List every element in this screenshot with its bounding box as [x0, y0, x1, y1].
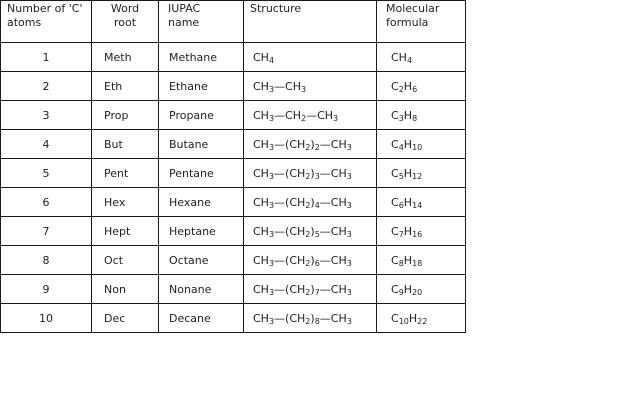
formula-subscript: 3 — [346, 316, 352, 326]
table-row — [1, 72, 466, 101]
structure-cell — [244, 159, 377, 188]
formula-part: H — [403, 108, 413, 122]
formula-part: CH — [253, 282, 269, 296]
table-row — [1, 188, 466, 217]
formula-subscript: 3 — [268, 316, 275, 326]
formula-part: H — [403, 282, 413, 296]
header-word-root-text: Word root — [110, 2, 140, 29]
formula-part: —CH — [319, 195, 347, 209]
molecular-formula-cell — [377, 43, 466, 72]
formula-part: CH — [253, 253, 269, 267]
carbon-count-cell: 10 — [1, 304, 92, 333]
header-structure-text: Structure — [250, 2, 302, 15]
formula-subscript: 8 — [314, 316, 320, 326]
formula-part: CH — [253, 108, 269, 122]
formula-subscript: 6 — [412, 84, 418, 94]
formula-subscript: 8 — [398, 258, 404, 268]
structure-cell — [244, 188, 377, 217]
formula-subscript: 3 — [314, 171, 320, 181]
molecular-formula-cell — [377, 101, 466, 130]
formula-part: CH — [253, 224, 269, 238]
iupac-name-cell: Octane — [159, 246, 244, 275]
formula-part: C — [391, 108, 399, 122]
structure-cell — [244, 304, 377, 333]
word-root-cell: Pent — [92, 159, 159, 188]
formula-part: CH — [253, 50, 269, 64]
formula-part: CH — [317, 108, 334, 122]
formula-part: C — [391, 137, 399, 151]
word-root-cell: Non — [92, 275, 159, 304]
formula-part: CH — [285, 108, 301, 122]
molecular-formula-cell — [377, 159, 466, 188]
table-row — [1, 217, 466, 246]
formula-subscript: 6 — [398, 200, 404, 210]
formula-part: —(CH — [274, 137, 306, 151]
formula-subscript: 2 — [314, 142, 320, 152]
formula-part: C — [391, 253, 399, 267]
formula-part: C — [391, 282, 399, 296]
formula-part: ) — [310, 195, 315, 209]
formula-subscript: 2 — [305, 316, 311, 326]
header-structure — [244, 1, 377, 43]
formula-subscript: 3 — [268, 287, 275, 297]
formula-part: C — [391, 79, 399, 93]
formula-subscript: 2 — [305, 171, 311, 181]
formula-part: —(CH — [274, 224, 306, 238]
table-row — [1, 159, 466, 188]
formula-subscript: 14 — [412, 200, 423, 210]
formula-subscript: 5 — [398, 171, 404, 181]
word-root-cell: Meth — [92, 43, 159, 72]
formula-part: —(CH — [274, 253, 306, 267]
iupac-name-cell: Ethane — [159, 72, 244, 101]
formula-part: CH — [285, 79, 301, 93]
formula-subscript: 7 — [314, 287, 320, 297]
formula-part: —(CH — [274, 282, 306, 296]
formula-part: C — [391, 166, 399, 180]
formula-part: —(CH — [274, 195, 306, 209]
word-root-cell: Dec — [92, 304, 159, 333]
formula-part: H — [403, 224, 413, 238]
formula-part: H — [403, 253, 413, 267]
carbon-count-cell: 8 — [1, 246, 92, 275]
formula-subscript: 2 — [305, 229, 311, 239]
formula-part: ) — [310, 282, 315, 296]
header-row — [1, 1, 466, 43]
formula-subscript: 8 — [412, 113, 418, 123]
formula-part: C — [391, 195, 399, 209]
word-root-cell: But — [92, 130, 159, 159]
formula-part: —CH — [319, 282, 347, 296]
formula-part: H — [403, 166, 413, 180]
structure-cell — [244, 130, 377, 159]
formula-part: —(CH — [274, 311, 306, 325]
formula-subscript: 6 — [314, 258, 320, 268]
formula-subscript: 3 — [268, 113, 275, 123]
formula-part: —CH — [319, 224, 347, 238]
formula-subscript: 4 — [406, 55, 413, 65]
molecular-formula-cell — [377, 72, 466, 101]
iupac-name-cell: Decane — [159, 304, 244, 333]
header-iupac-name — [159, 1, 244, 43]
formula-part: —CH — [319, 253, 347, 267]
iupac-name-cell: Methane — [159, 43, 244, 72]
iupac-name-cell: Pentane — [159, 159, 244, 188]
formula-subscript: 3 — [268, 171, 275, 181]
table-row — [1, 246, 466, 275]
formula-subscript: 2 — [305, 258, 311, 268]
formula-subscript: 16 — [412, 229, 423, 239]
word-root-cell: Hex — [92, 188, 159, 217]
formula-subscript: 4 — [268, 55, 275, 65]
formula-part: C — [391, 224, 399, 238]
formula-subscript: 3 — [268, 229, 275, 239]
molecular-formula-cell — [377, 130, 466, 159]
header-word-root — [92, 1, 159, 43]
formula-part: —CH — [319, 137, 347, 151]
carbon-count-cell: 1 — [1, 43, 92, 72]
structure-cell — [244, 43, 377, 72]
formula-subscript: 10 — [398, 316, 409, 326]
formula-subscript: 2 — [398, 84, 404, 94]
word-root-cell: Prop — [92, 101, 159, 130]
formula-part: — — [274, 108, 286, 122]
carbon-count-cell: 2 — [1, 72, 92, 101]
table-row — [1, 101, 466, 130]
structure-cell — [244, 275, 377, 304]
table-row — [1, 130, 466, 159]
formula-subscript: 10 — [412, 142, 423, 152]
carbon-count-cell: 9 — [1, 275, 92, 304]
formula-subscript: 20 — [412, 287, 423, 297]
structure-cell — [244, 246, 377, 275]
molecular-formula-cell — [377, 275, 466, 304]
formula-part: ) — [310, 166, 315, 180]
formula-subscript: 3 — [398, 113, 404, 123]
carbon-count-cell: 4 — [1, 130, 92, 159]
header-carbon-atoms — [1, 1, 92, 43]
formula-subscript: 3 — [268, 142, 275, 152]
formula-subscript: 3 — [333, 113, 339, 123]
header-molecular-formula — [377, 1, 466, 43]
formula-part: — — [274, 79, 286, 93]
formula-subscript: 3 — [346, 200, 352, 210]
word-root-cell: Oct — [92, 246, 159, 275]
formula-part: —CH — [319, 166, 347, 180]
structure-cell — [244, 217, 377, 246]
formula-subscript: 3 — [268, 200, 275, 210]
formula-part: ) — [310, 224, 315, 238]
header-iupac-name-text: IUPAC name — [168, 2, 201, 29]
formula-part: CH — [253, 137, 269, 151]
formula-subscript: 3 — [268, 84, 275, 94]
structure-cell — [244, 72, 377, 101]
formula-part: H — [403, 195, 413, 209]
formula-subscript: 2 — [305, 142, 311, 152]
header-carbon-atoms-text: Number of 'C' atoms — [7, 2, 83, 29]
formula-part: H — [403, 79, 413, 93]
formula-subscript: 2 — [301, 113, 307, 123]
formula-part: —(CH — [274, 166, 306, 180]
formula-part: CH — [253, 195, 269, 209]
formula-part: CH — [391, 50, 407, 64]
carbon-count-cell: 7 — [1, 217, 92, 246]
formula-subscript: 3 — [346, 229, 352, 239]
formula-subscript: 5 — [314, 229, 320, 239]
carbon-count-cell: 3 — [1, 101, 92, 130]
molecular-formula-cell — [377, 217, 466, 246]
carbon-count-cell: 6 — [1, 188, 92, 217]
iupac-name-cell: Nonane — [159, 275, 244, 304]
formula-part: H — [403, 137, 413, 151]
iupac-name-cell: Butane — [159, 130, 244, 159]
formula-part: ) — [310, 311, 315, 325]
formula-part: — — [306, 108, 318, 122]
iupac-name-cell: Heptane — [159, 217, 244, 246]
formula-subscript: 3 — [346, 171, 352, 181]
formula-subscript: 4 — [314, 200, 320, 210]
formula-part: H — [408, 311, 418, 325]
formula-subscript: 18 — [412, 258, 423, 268]
formula-part: ) — [310, 137, 315, 151]
formula-subscript: 22 — [417, 316, 428, 326]
table-row — [1, 275, 466, 304]
formula-subscript: 12 — [412, 171, 423, 181]
formula-subscript: 3 — [346, 258, 352, 268]
formula-part: —CH — [319, 311, 347, 325]
formula-part: CH — [253, 79, 269, 93]
header-molecular-formula-text: Molecular formula — [386, 2, 440, 29]
word-root-cell: Eth — [92, 72, 159, 101]
formula-subscript: 3 — [346, 142, 352, 152]
formula-subscript: 4 — [398, 142, 404, 152]
table-row — [1, 304, 466, 333]
molecular-formula-cell — [377, 246, 466, 275]
formula-subscript: 3 — [268, 258, 275, 268]
formula-subscript: 2 — [305, 287, 311, 297]
formula-part: CH — [253, 311, 269, 325]
formula-subscript: 9 — [398, 287, 404, 297]
formula-part: C — [391, 311, 399, 325]
formula-subscript: 2 — [305, 200, 311, 210]
iupac-name-cell: Hexane — [159, 188, 244, 217]
word-root-cell: Hept — [92, 217, 159, 246]
formula-subscript: 3 — [301, 84, 307, 94]
formula-subscript: 3 — [346, 287, 352, 297]
molecular-formula-cell — [377, 304, 466, 333]
formula-subscript: 7 — [398, 229, 404, 239]
formula-part: ) — [310, 253, 315, 267]
molecular-formula-cell — [377, 188, 466, 217]
formula-part: CH — [253, 166, 269, 180]
structure-cell — [244, 101, 377, 130]
carbon-count-cell: 5 — [1, 159, 92, 188]
iupac-name-cell: Propane — [159, 101, 244, 130]
table-body — [1, 43, 466, 333]
table-row — [1, 43, 466, 72]
